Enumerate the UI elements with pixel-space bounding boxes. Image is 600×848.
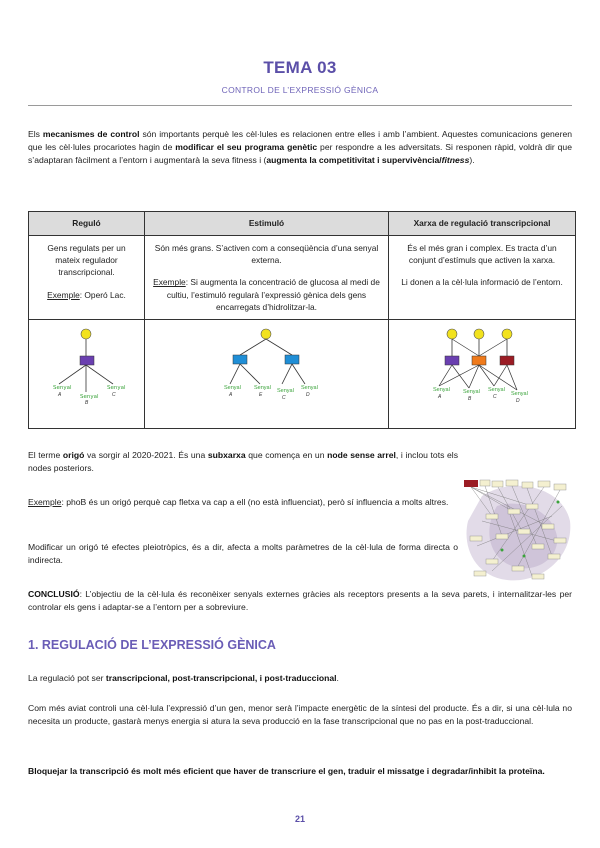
intro-paragraph: Els mecanismes de control són importants perquè les cèl·lules es relacionen entre elles i amb l’ambient. Aquestes comunicacions generen que les cèl·lules procariotes hagin de modificar el seu programa genètic per respondre a les adversitats. Si responen ràpid, voldrà dir que s’adaptaran fàcilment a l’entorn i augmentarà la seva fitness i (augmenta la competitivitat i supervivència/fitness). (28, 129, 573, 165)
estimulo-network-diagram (145, 320, 388, 428)
table-text-row (29, 236, 576, 320)
svg-text:D: D (306, 391, 310, 398)
pleiotropic-paragraph: Modificar un origó té efectes pleiotròpics, és a dir, afecta a molts paràmetres de la cèl·lula de forma directa o indirecta. (28, 542, 458, 565)
title-divider (28, 105, 572, 106)
regulo-network-diagram (29, 320, 144, 428)
page-number: 21 (294, 814, 305, 824)
svg-text:Senyal: Senyal (511, 390, 528, 397)
svg-text:B: B (468, 395, 472, 402)
svg-text:Senyal: Senyal (277, 387, 294, 394)
page-subtitle: CONTROL DE L’EXPRESSIÓ GÈNICA (221, 85, 379, 95)
table-diagram-row (29, 319, 576, 428)
svg-text:Senyal: Senyal (488, 386, 505, 393)
origon-paragraph: El terme origó va sorgir al 2020-2021. És una subxarxa que comença en un node sense arrel, i inclou tots els nodes posteriors. (28, 450, 459, 473)
cell-regulo (29, 236, 145, 320)
svg-text:Senyal: Senyal (80, 393, 99, 400)
blocking-paragraph: Bloquejar la transcripció és molt més eficient que haver de transcriure el gen, traduir el missatge i degradar/inhibit la proteïna. (28, 766, 545, 776)
page-title: TEMA 03 (263, 58, 337, 77)
section-heading-1: 1. REGULACIÓ DE L’EXPRESSIÓ GÈNICA (28, 638, 276, 652)
svg-text:C: C (493, 393, 497, 400)
svg-text:A: A (58, 391, 62, 398)
cell-estimulo (145, 236, 389, 320)
regulo-example: Exemple: Operó Lac. (47, 289, 126, 300)
header-xarxa: Xarxa de regulació transcripcional (389, 212, 576, 236)
svg-text:Senyal: Senyal (433, 386, 450, 393)
svg-text:Senyal: Senyal (254, 384, 271, 391)
regulo-diagram-cell (29, 319, 145, 428)
svg-text:Senyal: Senyal (224, 384, 241, 391)
xarxa-network-diagram (389, 320, 575, 428)
estimulo-example: Exemple: Si augmenta la concentració de glucosa al medi de cultiu, l’estimuló regularà l’expressió gènica dels gens encarregats d’hidrolitzar-la. (153, 277, 380, 312)
header-estimulo: Estimuló (145, 212, 389, 236)
estimulo-definition: Són més grans. S’activen com a conseqüència d’una senyal externa. (154, 243, 379, 266)
regulation-types-paragraph: La regulació pot ser transcripcional, post-transcripcional, i post-traduccional. (28, 673, 339, 683)
example-paragraph: Exemple: phoB és un origó perquè cap fletxa va cap a ell (no està influenciat), però sí influencia a molts altres. (28, 497, 449, 507)
svg-text:Senyal: Senyal (301, 384, 318, 391)
svg-text:Senyal: Senyal (107, 384, 126, 391)
estimulo-diagram-cell (145, 319, 389, 428)
xarxa-definition: És el més gran i complex. Es tracta d’un conjunt d’estímuls que activen la xarxa. (407, 243, 557, 266)
header-regulo: Reguló (29, 212, 145, 236)
svg-text:B: B (85, 399, 89, 406)
conclusion-paragraph: CONCLUSIÓ: L’objectiu de la cèl·lula és reconèixer senyals externes gràcies als receptors presents a la seva parets, i internalitzar-les per controlar els gens i adaptar-se a l’entorn per a sobreviure. (28, 589, 572, 612)
energy-paragraph: Com més aviat controli una cèl·lula l’expressió d’un gen, menor serà l’impacte energètic de la síntesi del producte. És a dir, si una cèl·lula no necesita un producte, gastarà menys energia si atura la seva producció en la fase transcripcional que no pas en la post-traduccional. (28, 703, 572, 726)
regulo-definition: Gens regulats per un mateix regulador transcripcional. (47, 243, 126, 278)
regulation-table (28, 211, 576, 429)
svg-text:Senyal: Senyal (53, 384, 72, 391)
svg-text:C: C (112, 391, 116, 398)
svg-text:Senyal: Senyal (463, 388, 480, 395)
xarxa-info: Li donen a la cèl·lula informació de l’entorn. (401, 277, 563, 288)
xarxa-diagram-cell (389, 319, 576, 428)
svg-text:D: D (516, 397, 520, 404)
phob-network-image (462, 476, 574, 586)
svg-text:A: A (438, 393, 442, 400)
table-header-row (29, 212, 576, 236)
cell-xarxa (389, 236, 576, 320)
svg-text:E: E (259, 391, 263, 398)
svg-text:A: A (229, 391, 233, 398)
svg-text:C: C (282, 394, 286, 401)
